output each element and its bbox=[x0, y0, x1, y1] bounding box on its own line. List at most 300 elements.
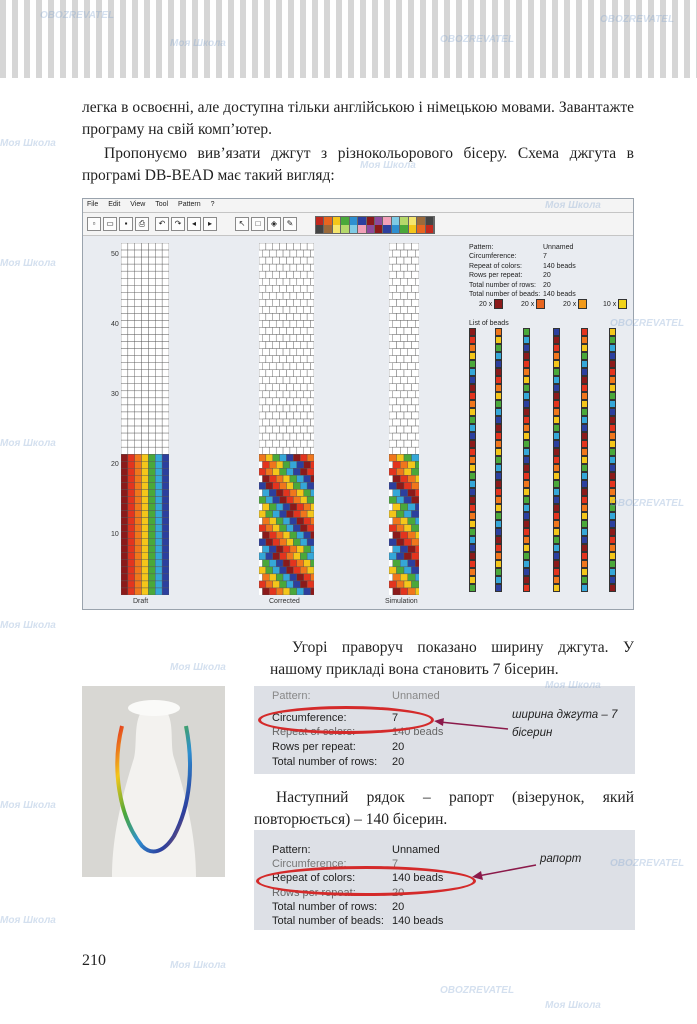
bead-cell[interactable] bbox=[400, 560, 408, 567]
bead-cell[interactable] bbox=[404, 426, 412, 433]
bead-cell[interactable] bbox=[415, 250, 419, 257]
bead-cell[interactable] bbox=[297, 489, 304, 496]
bead-cell[interactable] bbox=[135, 489, 142, 496]
bead-cell[interactable] bbox=[121, 574, 128, 581]
palette-swatch[interactable] bbox=[375, 217, 383, 225]
bead-cell[interactable] bbox=[121, 553, 128, 560]
bead-cell[interactable] bbox=[280, 299, 287, 306]
palette-swatch[interactable] bbox=[409, 225, 417, 233]
bead-cell[interactable] bbox=[259, 285, 266, 292]
bead-cell[interactable] bbox=[311, 349, 314, 356]
bead-cell[interactable] bbox=[135, 384, 142, 391]
bead-cell[interactable] bbox=[280, 342, 287, 349]
bead-cell[interactable] bbox=[121, 299, 128, 306]
bead-cell[interactable] bbox=[276, 391, 283, 398]
bead-cell[interactable] bbox=[393, 264, 401, 271]
bead-cell[interactable] bbox=[408, 574, 416, 581]
bead-cell[interactable] bbox=[259, 356, 266, 363]
bead-cell[interactable] bbox=[142, 250, 149, 257]
bead-cell[interactable] bbox=[293, 243, 300, 250]
bead-cell[interactable] bbox=[412, 384, 420, 391]
bead-cell[interactable] bbox=[293, 285, 300, 292]
bead-cell[interactable] bbox=[311, 461, 314, 468]
bead-cell[interactable] bbox=[142, 503, 149, 510]
bead-cell[interactable] bbox=[404, 342, 412, 349]
bead-cell[interactable] bbox=[273, 567, 280, 574]
bead-cell[interactable] bbox=[162, 370, 169, 377]
bead-cell[interactable] bbox=[297, 560, 304, 567]
bead-cell[interactable] bbox=[415, 489, 419, 496]
bead-cell[interactable] bbox=[142, 391, 149, 398]
bead-cell[interactable] bbox=[304, 546, 311, 553]
bead-cell[interactable] bbox=[259, 412, 266, 419]
bead-cell[interactable] bbox=[415, 461, 419, 468]
bead-cell[interactable] bbox=[269, 588, 276, 595]
bead-cell[interactable] bbox=[162, 426, 169, 433]
bead-cell[interactable] bbox=[400, 363, 408, 370]
bead-cell[interactable] bbox=[148, 489, 155, 496]
bead-cell[interactable] bbox=[148, 292, 155, 299]
bead-cell[interactable] bbox=[304, 278, 311, 285]
palette-swatch[interactable] bbox=[426, 217, 434, 225]
bead-cell[interactable] bbox=[135, 320, 142, 327]
bead-cell[interactable] bbox=[412, 581, 420, 588]
bead-cell[interactable] bbox=[283, 518, 290, 525]
bead-cell[interactable] bbox=[155, 356, 162, 363]
bead-cell[interactable] bbox=[400, 391, 408, 398]
bead-cell[interactable] bbox=[290, 278, 297, 285]
bead-cell[interactable] bbox=[121, 454, 128, 461]
bead-cell[interactable] bbox=[269, 292, 276, 299]
bead-cell[interactable] bbox=[269, 447, 276, 454]
bead-cell[interactable] bbox=[290, 320, 297, 327]
bead-cell[interactable] bbox=[155, 560, 162, 567]
bead-cell[interactable] bbox=[389, 398, 397, 405]
bead-cell[interactable] bbox=[155, 503, 162, 510]
bead-cell[interactable] bbox=[297, 320, 304, 327]
bead-cell[interactable] bbox=[412, 327, 420, 334]
bead-cell[interactable] bbox=[142, 433, 149, 440]
bead-cell[interactable] bbox=[415, 503, 419, 510]
bead-cell[interactable] bbox=[307, 440, 314, 447]
bead-cell[interactable] bbox=[412, 567, 420, 574]
bead-cell[interactable] bbox=[121, 320, 128, 327]
bead-cell[interactable] bbox=[293, 356, 300, 363]
bead-cell[interactable] bbox=[412, 482, 420, 489]
bead-cell[interactable] bbox=[276, 292, 283, 299]
bead-cell[interactable] bbox=[311, 377, 314, 384]
palette-swatch[interactable] bbox=[316, 217, 324, 225]
bead-cell[interactable] bbox=[304, 349, 311, 356]
bead-cell[interactable] bbox=[162, 398, 169, 405]
bead-cell[interactable] bbox=[128, 539, 135, 546]
bead-cell[interactable] bbox=[297, 518, 304, 525]
bead-cell[interactable] bbox=[162, 278, 169, 285]
bead-cell[interactable] bbox=[121, 342, 128, 349]
bead-cell[interactable] bbox=[276, 278, 283, 285]
bead-cell[interactable] bbox=[128, 412, 135, 419]
bead-cell[interactable] bbox=[300, 342, 307, 349]
bead-cell[interactable] bbox=[290, 560, 297, 567]
bead-cell[interactable] bbox=[408, 391, 416, 398]
bead-cell[interactable] bbox=[404, 384, 412, 391]
bead-cell[interactable] bbox=[148, 511, 155, 518]
palette-swatch[interactable] bbox=[333, 225, 341, 233]
bead-cell[interactable] bbox=[162, 264, 169, 271]
bead-cell[interactable] bbox=[297, 475, 304, 482]
bead-cell[interactable] bbox=[293, 482, 300, 489]
bead-cell[interactable] bbox=[307, 454, 314, 461]
bead-cell[interactable] bbox=[408, 405, 416, 412]
bead-cell[interactable] bbox=[311, 335, 314, 342]
bead-cell[interactable] bbox=[412, 299, 420, 306]
bead-cell[interactable] bbox=[162, 299, 169, 306]
bead-cell[interactable] bbox=[304, 377, 311, 384]
bead-cell[interactable] bbox=[262, 433, 269, 440]
bead-cell[interactable] bbox=[297, 433, 304, 440]
bead-cell[interactable] bbox=[400, 250, 408, 257]
bead-cell[interactable] bbox=[135, 299, 142, 306]
bead-cell[interactable] bbox=[393, 475, 401, 482]
bead-cell[interactable] bbox=[262, 546, 269, 553]
bead-cell[interactable] bbox=[273, 426, 280, 433]
bead-cell[interactable] bbox=[162, 489, 169, 496]
bead-cell[interactable] bbox=[162, 313, 169, 320]
bead-cell[interactable] bbox=[400, 320, 408, 327]
bead-cell[interactable] bbox=[266, 370, 273, 377]
bead-cell[interactable] bbox=[273, 384, 280, 391]
bead-cell[interactable] bbox=[408, 363, 416, 370]
bead-cell[interactable] bbox=[121, 271, 128, 278]
bead-cell[interactable] bbox=[307, 285, 314, 292]
save-icon[interactable]: ▪ bbox=[119, 217, 133, 231]
bead-cell[interactable] bbox=[262, 335, 269, 342]
bead-cell[interactable] bbox=[135, 271, 142, 278]
bead-cell[interactable] bbox=[307, 356, 314, 363]
bead-cell[interactable] bbox=[142, 384, 149, 391]
bead-cell[interactable] bbox=[135, 447, 142, 454]
bead-cell[interactable] bbox=[135, 525, 142, 532]
bead-cell[interactable] bbox=[269, 264, 276, 271]
bead-cell[interactable] bbox=[283, 391, 290, 398]
bead-cell[interactable] bbox=[148, 342, 155, 349]
bead-cell[interactable] bbox=[290, 377, 297, 384]
bead-cell[interactable] bbox=[269, 532, 276, 539]
bead-cell[interactable] bbox=[311, 574, 314, 581]
bead-cell[interactable] bbox=[135, 405, 142, 412]
bead-cell[interactable] bbox=[415, 433, 419, 440]
palette-swatch[interactable] bbox=[417, 225, 425, 233]
bead-cell[interactable] bbox=[128, 398, 135, 405]
bead-cell[interactable] bbox=[121, 257, 128, 264]
bead-cell[interactable] bbox=[293, 454, 300, 461]
bead-cell[interactable] bbox=[293, 370, 300, 377]
bead-cell[interactable] bbox=[155, 588, 162, 595]
bead-cell[interactable] bbox=[293, 426, 300, 433]
bead-cell[interactable] bbox=[311, 475, 314, 482]
bead-cell[interactable] bbox=[273, 356, 280, 363]
bead-cell[interactable] bbox=[155, 567, 162, 574]
bead-cell[interactable] bbox=[148, 363, 155, 370]
bead-cell[interactable] bbox=[142, 278, 149, 285]
bead-cell[interactable] bbox=[121, 412, 128, 419]
bead-cell[interactable] bbox=[135, 454, 142, 461]
bead-cell[interactable] bbox=[412, 398, 420, 405]
bead-cell[interactable] bbox=[293, 271, 300, 278]
bead-cell[interactable] bbox=[307, 482, 314, 489]
bead-cell[interactable] bbox=[311, 546, 314, 553]
bead-cell[interactable] bbox=[397, 285, 405, 292]
bead-cell[interactable] bbox=[162, 475, 169, 482]
simulation-view[interactable] bbox=[389, 243, 419, 595]
bead-cell[interactable] bbox=[311, 532, 314, 539]
bead-cell[interactable] bbox=[155, 468, 162, 475]
bead-cell[interactable] bbox=[148, 546, 155, 553]
menu-help[interactable]: ? bbox=[210, 201, 215, 208]
bead-cell[interactable] bbox=[259, 257, 266, 264]
bead-cell[interactable] bbox=[148, 335, 155, 342]
bead-cell[interactable] bbox=[404, 581, 412, 588]
bead-cell[interactable] bbox=[121, 250, 128, 257]
bead-cell[interactable] bbox=[155, 250, 162, 257]
bead-cell[interactable] bbox=[135, 306, 142, 313]
bead-cell[interactable] bbox=[389, 271, 397, 278]
bead-cell[interactable] bbox=[293, 511, 300, 518]
bead-cell[interactable] bbox=[397, 567, 405, 574]
bead-cell[interactable] bbox=[287, 426, 294, 433]
bead-cell[interactable] bbox=[412, 468, 420, 475]
bead-cell[interactable] bbox=[273, 370, 280, 377]
bead-cell[interactable] bbox=[297, 278, 304, 285]
bead-cell[interactable] bbox=[266, 257, 273, 264]
bead-cell[interactable] bbox=[408, 461, 416, 468]
bead-cell[interactable] bbox=[266, 285, 273, 292]
bead-cell[interactable] bbox=[142, 532, 149, 539]
bead-cell[interactable] bbox=[412, 370, 420, 377]
redo-icon[interactable]: ↷ bbox=[171, 217, 185, 231]
bead-cell[interactable] bbox=[287, 511, 294, 518]
bead-cell[interactable] bbox=[155, 553, 162, 560]
bead-cell[interactable] bbox=[135, 482, 142, 489]
bead-cell[interactable] bbox=[290, 292, 297, 299]
bead-cell[interactable] bbox=[300, 313, 307, 320]
bead-cell[interactable] bbox=[415, 306, 419, 313]
bead-cell[interactable] bbox=[293, 525, 300, 532]
bead-cell[interactable] bbox=[304, 532, 311, 539]
bead-cell[interactable] bbox=[404, 299, 412, 306]
bead-cell[interactable] bbox=[142, 482, 149, 489]
bead-cell[interactable] bbox=[393, 292, 401, 299]
bead-cell[interactable] bbox=[412, 285, 420, 292]
bead-cell[interactable] bbox=[262, 250, 269, 257]
bead-cell[interactable] bbox=[121, 405, 128, 412]
bead-cell[interactable] bbox=[128, 377, 135, 384]
bead-cell[interactable] bbox=[269, 433, 276, 440]
bead-cell[interactable] bbox=[389, 511, 397, 518]
bead-cell[interactable] bbox=[128, 482, 135, 489]
bead-cell[interactable] bbox=[276, 320, 283, 327]
menu-tool[interactable]: Tool bbox=[155, 201, 169, 208]
bead-cell[interactable] bbox=[408, 532, 416, 539]
bead-cell[interactable] bbox=[148, 468, 155, 475]
bead-cell[interactable] bbox=[400, 588, 408, 595]
bead-cell[interactable] bbox=[128, 335, 135, 342]
bead-cell[interactable] bbox=[162, 271, 169, 278]
bead-cell[interactable] bbox=[297, 363, 304, 370]
bead-cell[interactable] bbox=[266, 398, 273, 405]
bead-cell[interactable] bbox=[121, 349, 128, 356]
bead-cell[interactable] bbox=[400, 574, 408, 581]
bead-cell[interactable] bbox=[155, 257, 162, 264]
bead-cell[interactable] bbox=[283, 363, 290, 370]
bead-cell[interactable] bbox=[162, 335, 169, 342]
bead-cell[interactable] bbox=[266, 243, 273, 250]
bead-cell[interactable] bbox=[262, 405, 269, 412]
bead-cell[interactable] bbox=[412, 271, 420, 278]
bead-cell[interactable] bbox=[300, 243, 307, 250]
bead-cell[interactable] bbox=[412, 539, 420, 546]
bead-cell[interactable] bbox=[276, 588, 283, 595]
bead-cell[interactable] bbox=[397, 525, 405, 532]
bead-cell[interactable] bbox=[142, 468, 149, 475]
bead-cell[interactable] bbox=[155, 511, 162, 518]
bead-cell[interactable] bbox=[128, 327, 135, 334]
bead-cell[interactable] bbox=[142, 271, 149, 278]
bead-cell[interactable] bbox=[400, 349, 408, 356]
bead-cell[interactable] bbox=[266, 271, 273, 278]
bead-cell[interactable] bbox=[135, 574, 142, 581]
bead-cell[interactable] bbox=[142, 546, 149, 553]
bead-cell[interactable] bbox=[297, 292, 304, 299]
bead-cell[interactable] bbox=[135, 518, 142, 525]
bead-cell[interactable] bbox=[121, 447, 128, 454]
bead-cell[interactable] bbox=[262, 278, 269, 285]
bead-cell[interactable] bbox=[266, 327, 273, 334]
bead-cell[interactable] bbox=[148, 243, 155, 250]
bead-cell[interactable] bbox=[148, 299, 155, 306]
bead-cell[interactable] bbox=[121, 560, 128, 567]
bead-cell[interactable] bbox=[266, 553, 273, 560]
bead-cell[interactable] bbox=[393, 461, 401, 468]
bead-cell[interactable] bbox=[135, 440, 142, 447]
bead-cell[interactable] bbox=[273, 440, 280, 447]
bead-cell[interactable] bbox=[397, 440, 405, 447]
bead-cell[interactable] bbox=[393, 306, 401, 313]
bead-cell[interactable] bbox=[412, 511, 420, 518]
bead-cell[interactable] bbox=[128, 299, 135, 306]
bead-cell[interactable] bbox=[283, 503, 290, 510]
bead-cell[interactable] bbox=[415, 292, 419, 299]
bead-cell[interactable] bbox=[297, 461, 304, 468]
bead-cell[interactable] bbox=[273, 299, 280, 306]
bead-cell[interactable] bbox=[135, 349, 142, 356]
bead-cell[interactable] bbox=[262, 320, 269, 327]
palette-swatch[interactable] bbox=[341, 217, 349, 225]
bead-cell[interactable] bbox=[293, 468, 300, 475]
bead-cell[interactable] bbox=[121, 264, 128, 271]
bead-cell[interactable] bbox=[121, 335, 128, 342]
bead-cell[interactable] bbox=[273, 539, 280, 546]
bead-cell[interactable] bbox=[135, 567, 142, 574]
bead-cell[interactable] bbox=[128, 574, 135, 581]
bead-cell[interactable] bbox=[128, 306, 135, 313]
bead-cell[interactable] bbox=[293, 384, 300, 391]
bead-cell[interactable] bbox=[280, 412, 287, 419]
bead-cell[interactable] bbox=[397, 426, 405, 433]
bead-cell[interactable] bbox=[300, 553, 307, 560]
bead-cell[interactable] bbox=[135, 468, 142, 475]
bead-cell[interactable] bbox=[142, 447, 149, 454]
bead-cell[interactable] bbox=[307, 243, 314, 250]
bead-cell[interactable] bbox=[412, 356, 420, 363]
bead-cell[interactable] bbox=[397, 539, 405, 546]
bead-cell[interactable] bbox=[273, 454, 280, 461]
bead-cell[interactable] bbox=[121, 313, 128, 320]
bead-cell[interactable] bbox=[162, 320, 169, 327]
bead-cell[interactable] bbox=[297, 250, 304, 257]
bead-cell[interactable] bbox=[311, 264, 314, 271]
bead-cell[interactable] bbox=[269, 503, 276, 510]
bead-cell[interactable] bbox=[162, 567, 169, 574]
bead-cell[interactable] bbox=[297, 306, 304, 313]
bead-cell[interactable] bbox=[408, 503, 416, 510]
bead-cell[interactable] bbox=[283, 335, 290, 342]
bead-cell[interactable] bbox=[148, 320, 155, 327]
bead-cell[interactable] bbox=[415, 560, 419, 567]
bead-cell[interactable] bbox=[280, 440, 287, 447]
bead-cell[interactable] bbox=[393, 335, 401, 342]
bead-cell[interactable] bbox=[415, 475, 419, 482]
bead-cell[interactable] bbox=[135, 363, 142, 370]
palette-swatch[interactable] bbox=[316, 225, 324, 233]
bead-cell[interactable] bbox=[121, 489, 128, 496]
bead-cell[interactable] bbox=[287, 581, 294, 588]
bead-cell[interactable] bbox=[148, 384, 155, 391]
bead-cell[interactable] bbox=[293, 327, 300, 334]
bead-cell[interactable] bbox=[415, 588, 419, 595]
bead-cell[interactable] bbox=[142, 313, 149, 320]
bead-cell[interactable] bbox=[311, 560, 314, 567]
bead-cell[interactable] bbox=[276, 250, 283, 257]
bead-cell[interactable] bbox=[408, 292, 416, 299]
bead-cell[interactable] bbox=[128, 468, 135, 475]
bead-cell[interactable] bbox=[408, 349, 416, 356]
bead-cell[interactable] bbox=[135, 327, 142, 334]
bead-cell[interactable] bbox=[287, 525, 294, 532]
bead-cell[interactable] bbox=[269, 546, 276, 553]
bead-cell[interactable] bbox=[307, 370, 314, 377]
bead-cell[interactable] bbox=[415, 391, 419, 398]
bead-cell[interactable] bbox=[307, 496, 314, 503]
bead-cell[interactable] bbox=[269, 306, 276, 313]
bead-cell[interactable] bbox=[304, 447, 311, 454]
bead-cell[interactable] bbox=[128, 475, 135, 482]
bead-cell[interactable] bbox=[162, 412, 169, 419]
bead-cell[interactable] bbox=[148, 553, 155, 560]
bead-cell[interactable] bbox=[148, 313, 155, 320]
bead-cell[interactable] bbox=[293, 496, 300, 503]
bead-cell[interactable] bbox=[269, 250, 276, 257]
bead-cell[interactable] bbox=[280, 398, 287, 405]
bead-cell[interactable] bbox=[162, 496, 169, 503]
bead-cell[interactable] bbox=[269, 518, 276, 525]
bead-cell[interactable] bbox=[135, 511, 142, 518]
bead-cell[interactable] bbox=[287, 412, 294, 419]
bead-cell[interactable] bbox=[266, 581, 273, 588]
bead-cell[interactable] bbox=[404, 553, 412, 560]
bead-cell[interactable] bbox=[297, 264, 304, 271]
bead-cell[interactable] bbox=[297, 419, 304, 426]
